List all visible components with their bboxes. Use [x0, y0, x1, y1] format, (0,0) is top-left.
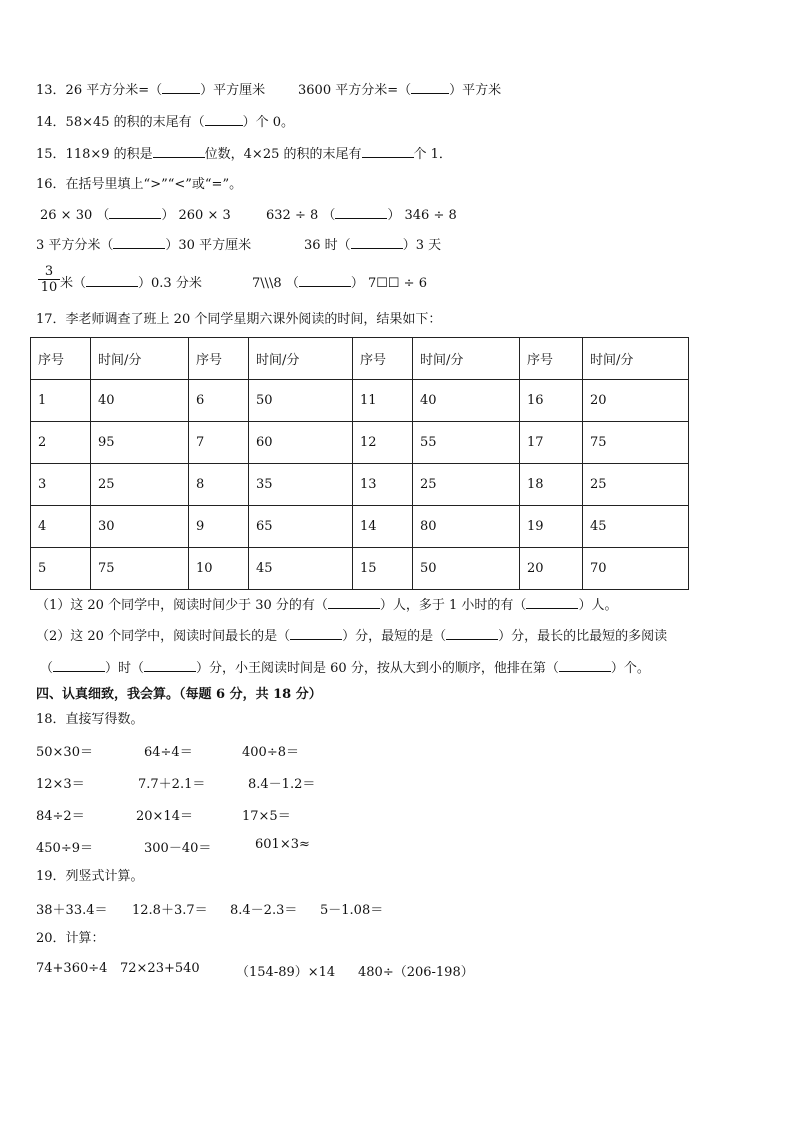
table-cell: 16: [520, 380, 583, 422]
q18-item: 7.7＋2.1＝: [138, 777, 206, 792]
table-cell: 6: [189, 380, 249, 422]
answer-blank[interactable]: [290, 628, 342, 640]
q18-item: 400÷8＝: [242, 745, 299, 760]
question-17-title: 17．李老师调查了班上 20 个同学星期六课外阅读的时间，结果如下：: [36, 312, 442, 327]
answer-blank[interactable]: [328, 597, 380, 609]
table-cell: 75: [91, 548, 189, 590]
answer-blank[interactable]: [153, 146, 205, 158]
table-header-row: [31, 338, 689, 380]
q16-r1a-end: ） 260 × 3: [161, 208, 231, 223]
table-cell: 18: [520, 464, 583, 506]
q18-item: 64÷4＝: [144, 745, 193, 760]
table-cell: 30: [91, 506, 189, 548]
q17-sub2-b: ）分，最短的是（: [342, 629, 447, 644]
table-cell: 4: [31, 506, 91, 548]
header-cell: 序号: [520, 338, 583, 380]
table-cell: 11: [353, 380, 413, 422]
table-cell: 20: [520, 548, 583, 590]
q16-r1b-end: ） 346 ÷ 8: [387, 208, 457, 223]
table-cell: 70: [583, 548, 689, 590]
question-16-title: 16．在括号里填上“>”“<”或“=”。: [36, 177, 243, 192]
question-14: [36, 114, 294, 132]
q17-sub2-e: ）时（: [105, 661, 145, 676]
answer-blank[interactable]: [109, 207, 161, 219]
q18-item: 8.4－1.2＝: [248, 777, 316, 792]
table-cell: 80: [413, 506, 520, 548]
q17-sub2: [36, 628, 667, 646]
answer-blank[interactable]: [446, 628, 498, 640]
answer-blank[interactable]: [113, 237, 165, 249]
table-cell: 50: [249, 380, 353, 422]
q16-r2a: 3 平方分米（: [36, 238, 114, 253]
answer-blank[interactable]: [299, 275, 351, 287]
q17-sub1-b: ）人，多于 1 小时的有（: [379, 598, 527, 613]
q16-row1-left: [40, 207, 231, 225]
q18-item: 84÷2＝: [36, 809, 85, 824]
q16-r2b: 36 时（: [304, 238, 351, 253]
answer-blank[interactable]: [162, 82, 200, 94]
q17-sub2-a: （2）这 20 个同学中，阅读时间最长的是（: [36, 629, 291, 644]
q16-row3-left: [60, 275, 202, 293]
table-cell: 65: [249, 506, 353, 548]
table-cell: 45: [249, 548, 353, 590]
q18-item: 300－40＝: [144, 841, 212, 856]
header-cell: 序号: [353, 338, 413, 380]
answer-blank[interactable]: [86, 275, 138, 287]
q13-text-c: 3600 平方分米=（: [298, 83, 412, 98]
q20-item: 72×23+540: [120, 961, 200, 976]
q18-item: 50×30＝: [36, 745, 93, 760]
q16-r3b: 7\\\8 （: [252, 276, 299, 291]
q19-item: 12.8＋3.7＝: [132, 903, 208, 918]
q18-item: 601×3≈: [255, 837, 310, 852]
q15-text-a: 15．118×9 的积是: [36, 147, 153, 162]
q18-item: 450÷9＝: [36, 841, 93, 856]
answer-blank[interactable]: [559, 660, 611, 672]
table-cell: 45: [583, 506, 689, 548]
q14-text-b: ）个 0。: [242, 115, 295, 130]
table-row: [31, 464, 689, 506]
answer-blank[interactable]: [526, 597, 578, 609]
table-cell: 14: [353, 506, 413, 548]
q17-sub2-cont: [40, 660, 650, 678]
header-cell: 序号: [31, 338, 91, 380]
q17-sub2-g: ）个。: [610, 661, 650, 676]
table-cell: 10: [189, 548, 249, 590]
q17-sub2-c: ）分，最长的比最短的多阅读: [498, 629, 668, 644]
q14-text-a: 14．58×45 的积的末尾有（: [36, 115, 205, 130]
table-cell: 35: [249, 464, 353, 506]
table-cell: 25: [413, 464, 520, 506]
table-cell: 5: [31, 548, 91, 590]
q16-row3-right: [252, 275, 427, 293]
table-cell: 20: [583, 380, 689, 422]
table-cell: 7: [189, 422, 249, 464]
table-cell: 55: [413, 422, 520, 464]
header-cell: 序号: [189, 338, 249, 380]
q17-sub1-a: （1）这 20 个同学中，阅读时间少于 30 分的有（: [36, 598, 328, 613]
header-cell: 时间/分: [413, 338, 520, 380]
table-row: [31, 380, 689, 422]
question-19-title: 19．列竖式计算。: [36, 869, 144, 884]
table-cell: 25: [91, 464, 189, 506]
q20-item: （154-89）×14: [236, 965, 336, 980]
q19-item: 8.4－2.3＝: [230, 903, 298, 918]
table-cell: 75: [583, 422, 689, 464]
q18-item: 20×14＝: [136, 809, 193, 824]
question-20-title: 20．计算：: [36, 931, 105, 946]
table-cell: 1: [31, 380, 91, 422]
table-cell: 13: [353, 464, 413, 506]
q17-sub1-c: ）人。: [578, 598, 618, 613]
table-cell: 50: [413, 548, 520, 590]
table-row: [31, 506, 689, 548]
q16-row1-right: [266, 207, 457, 225]
table-cell: 3: [31, 464, 91, 506]
question-15: [36, 146, 452, 164]
q18-item: 12×3＝: [36, 777, 85, 792]
table-row: [31, 422, 689, 464]
q16-r2b-end: ）3 天: [402, 238, 442, 253]
table-cell: 95: [91, 422, 189, 464]
q16-r1a: 26 × 30 （: [40, 208, 110, 223]
fraction-denominator: 10: [40, 280, 58, 295]
table-cell: 40: [91, 380, 189, 422]
q19-item: 38＋33.4＝: [36, 903, 108, 918]
q20-item: 74+360÷4: [36, 961, 108, 976]
q17-sub1: [36, 597, 617, 615]
header-cell: 时间/分: [249, 338, 353, 380]
answer-blank[interactable]: [362, 146, 414, 158]
table-cell: 2: [31, 422, 91, 464]
table-cell: 19: [520, 506, 583, 548]
fraction-numerator: 3: [38, 264, 60, 280]
q17-sub2-f: ）分，小王阅读时间是 60 分，按从大到小的顺序，他排在第（: [196, 661, 559, 676]
answer-blank[interactable]: [351, 237, 403, 249]
q18-item: 17×5＝: [242, 809, 291, 824]
q16-r1b: 632 ÷ 8 （: [266, 208, 336, 223]
table-cell: 25: [583, 464, 689, 506]
q13-text-d: ）平方米: [449, 83, 502, 98]
table-cell: 17: [520, 422, 583, 464]
answer-blank[interactable]: [205, 114, 243, 126]
q20-item: 480÷（206-198）: [358, 965, 474, 980]
answer-blank[interactable]: [335, 207, 387, 219]
q13-text-b: ）平方厘米: [200, 83, 266, 98]
reading-time-table: [30, 337, 689, 590]
table-cell: 15: [353, 548, 413, 590]
header-cell: 时间/分: [583, 338, 689, 380]
q16-r3a-end: ）0.3 分米: [138, 276, 202, 291]
answer-blank[interactable]: [411, 82, 449, 94]
q16-r2a-end: ）30 平方厘米: [165, 238, 252, 253]
q16-r3a: 米（: [60, 276, 87, 291]
section-4-title: 四、认真细致，我会算。（每题 6 分，共 18 分）: [36, 687, 322, 702]
q15-text-c: 个 1．: [413, 147, 452, 162]
table-cell: 40: [413, 380, 520, 422]
question-13-part2: [298, 82, 501, 100]
question-13: [36, 82, 265, 100]
q17-sub2-d: （: [40, 661, 54, 676]
q16-row2-right: [304, 237, 441, 255]
answer-blank[interactable]: [53, 660, 105, 672]
header-cell: 时间/分: [91, 338, 189, 380]
table-cell: 9: [189, 506, 249, 548]
q19-item: 5－1.08＝: [320, 903, 384, 918]
fraction-three-tenths: [38, 264, 60, 295]
q16-r3b-end: ） 7☐☐ ÷ 6: [350, 276, 427, 291]
question-18-title: 18．直接写得数。: [36, 712, 144, 727]
table-cell: 8: [189, 464, 249, 506]
table-row: [31, 548, 689, 590]
q16-row2-left: [36, 237, 251, 255]
q15-text-b: 位数，4×25 的积的末尾有: [204, 147, 362, 162]
table-cell: 12: [353, 422, 413, 464]
table-cell: 60: [249, 422, 353, 464]
answer-blank[interactable]: [144, 660, 196, 672]
q13-text-a: 13．26 平方分米=（: [36, 83, 163, 98]
